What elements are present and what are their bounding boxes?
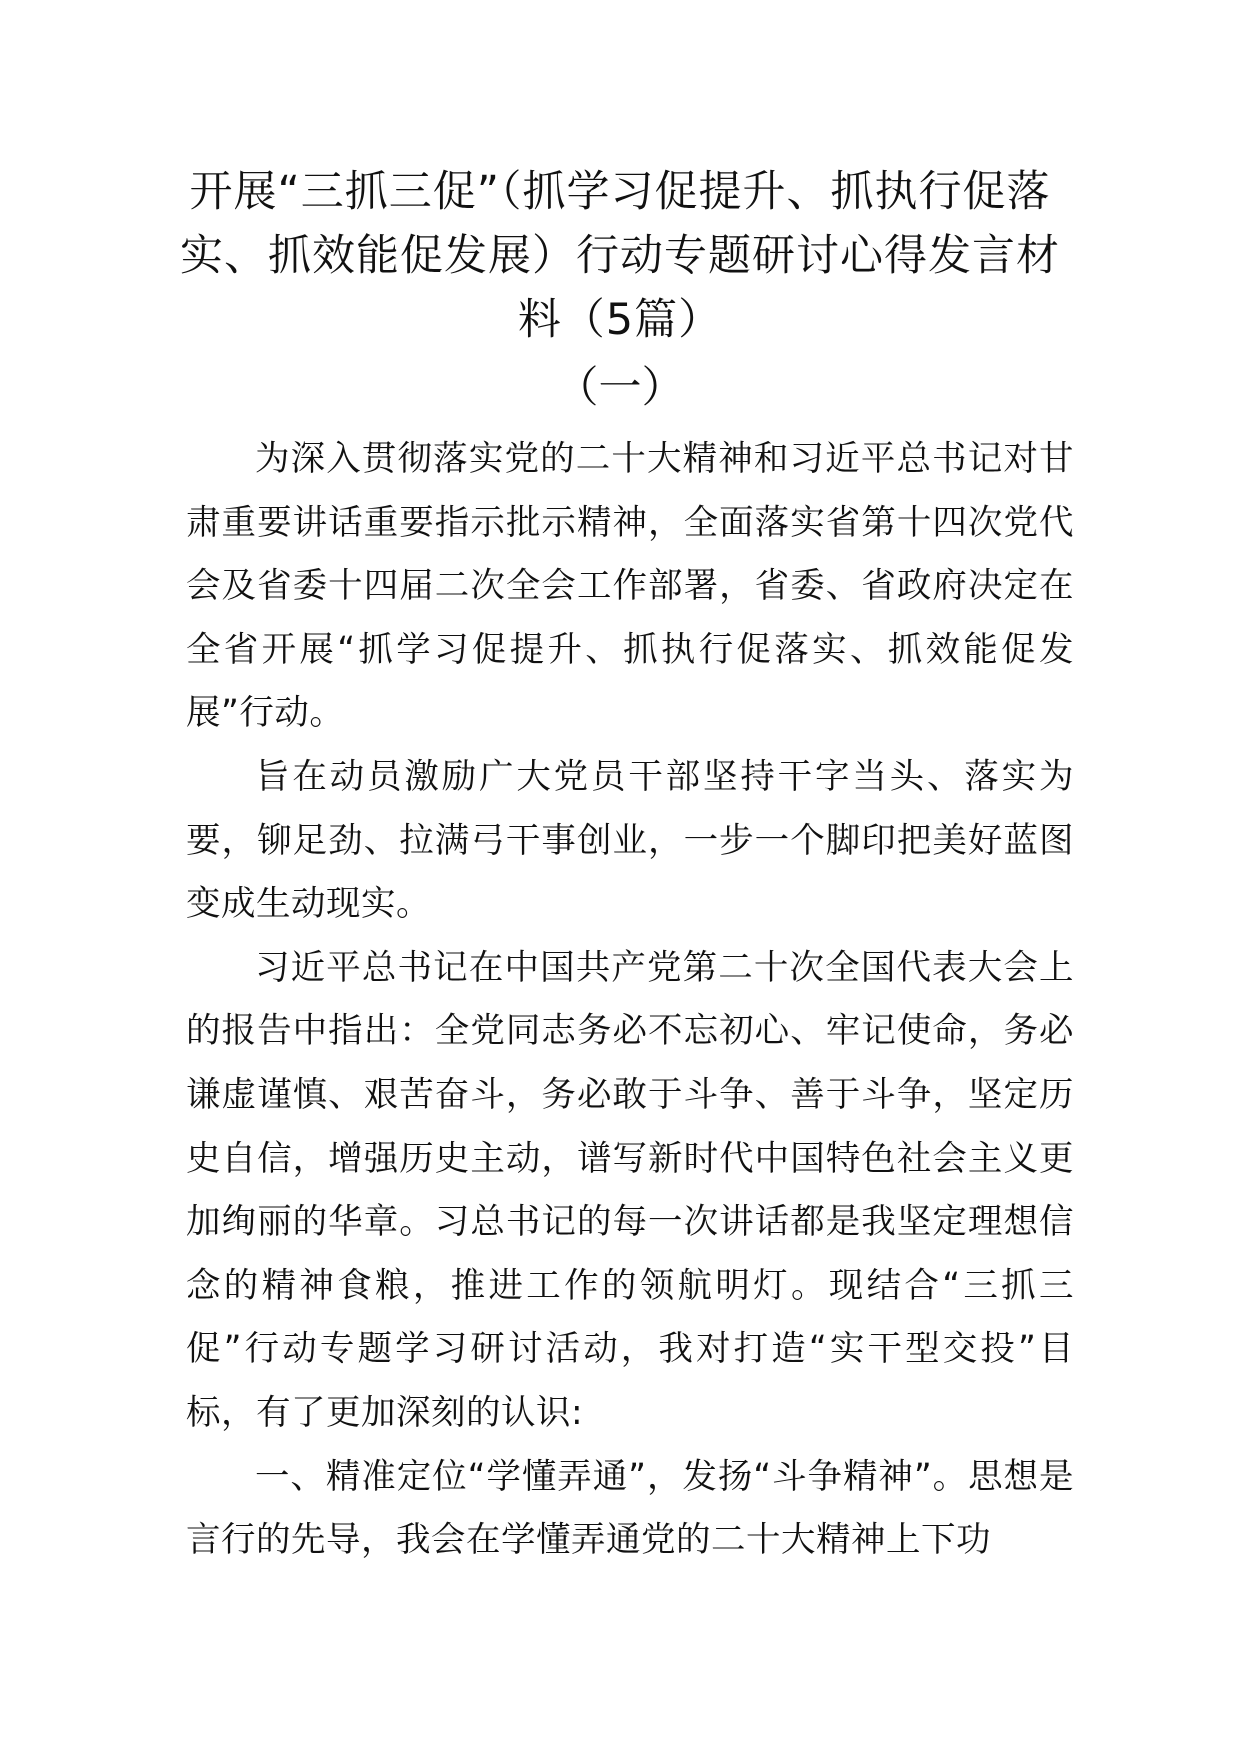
document-title: 开展“三抓三促”（抓学习促提升、抓执行促落实、抓效能促发展）行动专题研讨心得发言材料（5篇） xyxy=(180,167,1060,345)
document-body xyxy=(186,428,1074,1573)
body-paragraph: 旨在动员激励广大党员干部坚持干字当头、落实为要，铆足劲、拉满弓干事创业，一步一个脚印把美好蓝图变成生动现实。 xyxy=(186,756,1074,925)
body-paragraph: 一、精准定位“学懂弄通”，发扬“斗争精神”。思想是言行的先导，我会在学懂弄通党的二十大精神上下功 xyxy=(186,1456,1074,1561)
section-heading: （一） xyxy=(555,363,685,413)
body-paragraph: 为深入贯彻落实党的二十大精神和习近平总书记对甘肃重要讲话重要指示批示精神，全面落实省第十四次党代会及省委十四届二次全会工作部署，省委、省政府决定在全省开展“抓学习促提升、抓执行促落实、抓效能促发展”行动。 xyxy=(186,439,1074,734)
body-paragraph: 习近平总书记在中国共产党第二十次全国代表大会上的报告中指出：全党同志务必不忘初心、牢记使命，务必谦虚谨慎、艰苦奋斗，务必敢于斗争、善于斗争，坚定历史自信，增强历史主动，谱写新时代中国特色社会主义更加绚丽的华章。习总书记的每一次讲话都是我坚定理想信念的精神食粮，推进工作的领航明灯。现结合“三抓三促”行动专题学习研讨活动，我对打造“实干型交投”目标，有了更加深刻的认识: xyxy=(186,947,1074,1433)
